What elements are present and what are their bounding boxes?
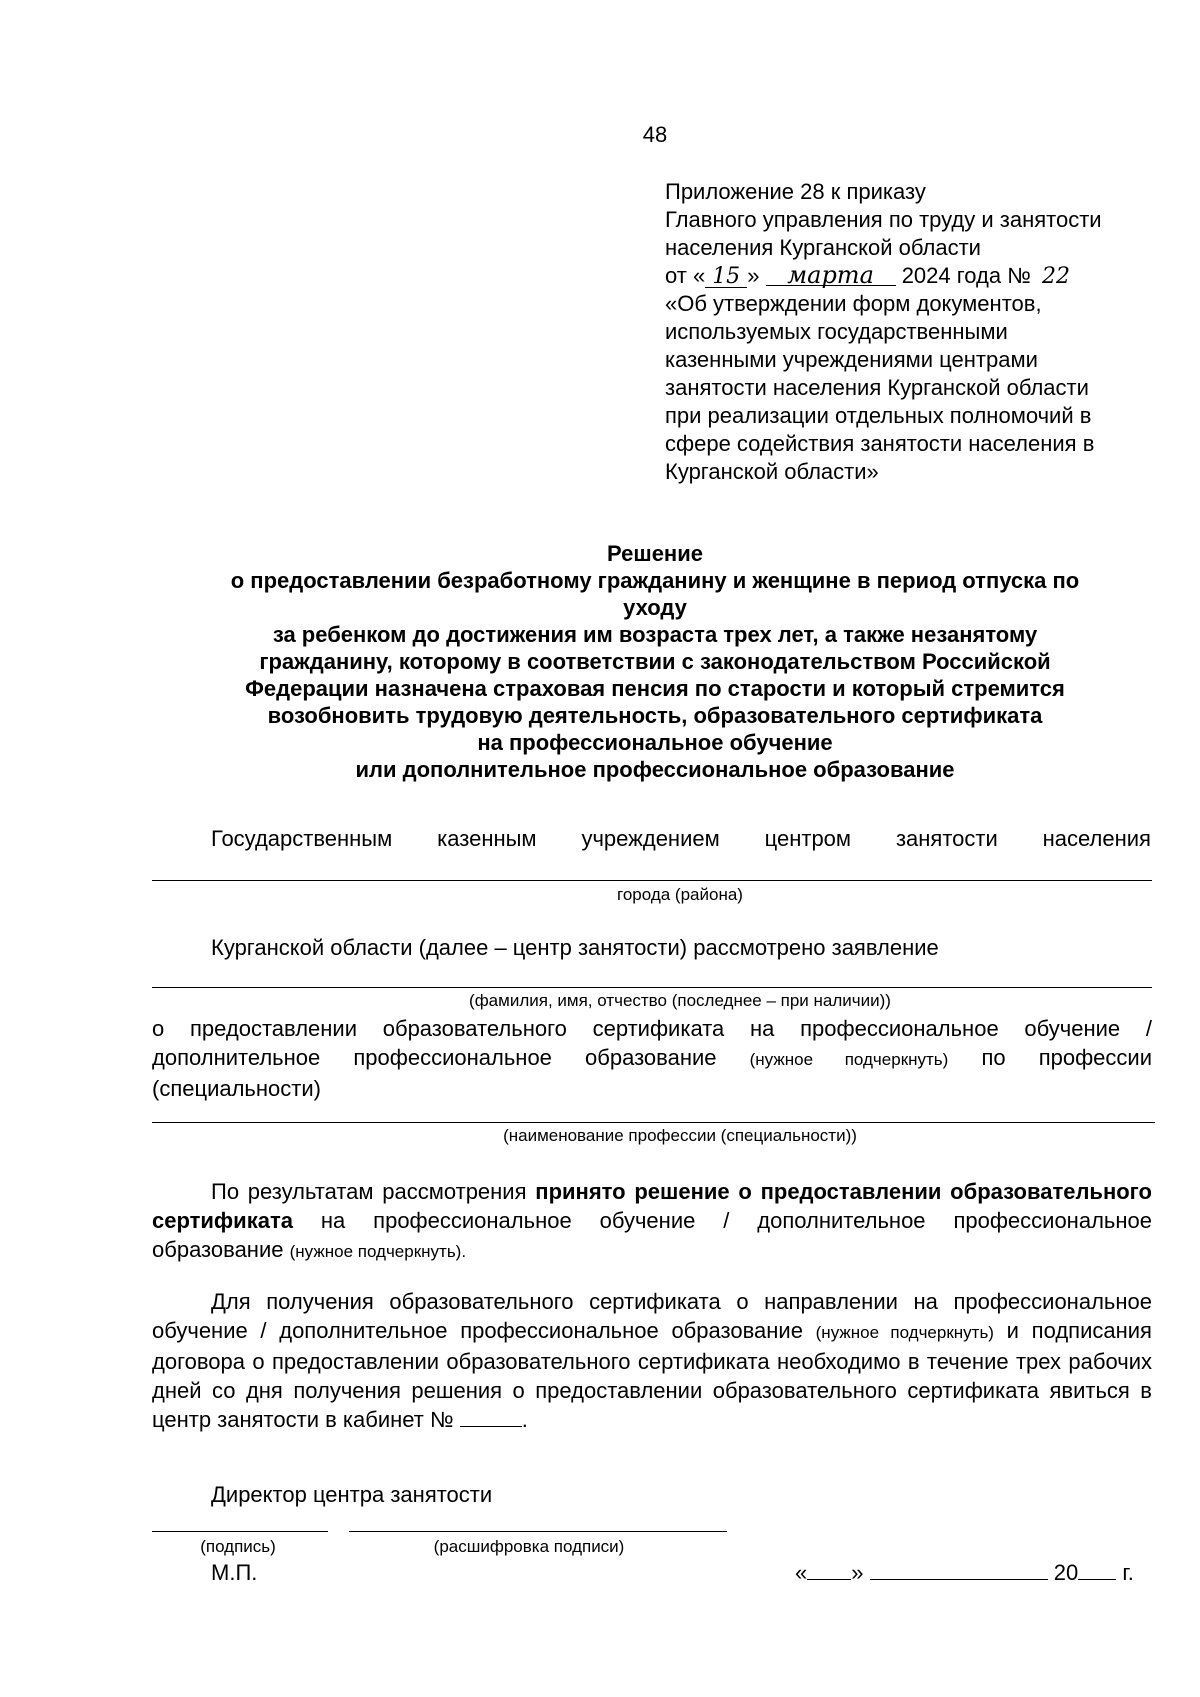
caption-signature: (подпись) — [200, 1537, 276, 1556]
region-line: Курганской области (далее – центр занятости) рассмотрено заявление — [211, 935, 939, 960]
title-line: возобновить трудовую деятельность, образовательного сертификата — [267, 703, 1043, 728]
center-word: населения — [1042, 826, 1151, 851]
center-word: учреждением — [581, 826, 720, 851]
director-title: Директор центра занятости — [211, 1482, 493, 1507]
handwritten-day: 15 — [705, 267, 747, 288]
title-heading: Решение — [607, 541, 703, 566]
date-year: 2024 года № — [901, 263, 1031, 288]
year-suffix: г. — [1122, 1560, 1134, 1585]
profession-blank-line — [152, 1122, 1155, 1123]
year-blank — [1078, 1561, 1116, 1580]
title-line: Федерации назначена страховая пенсия по старости и который стремится — [245, 676, 1065, 701]
appendix-line: казенными учреждениями центрами — [665, 347, 1038, 372]
appendix-line: «Об утверждении форм документов, — [665, 291, 1042, 316]
appendix-line: Главного управления по труду и занятости — [665, 207, 1102, 232]
caption-city: города (района) — [617, 885, 743, 904]
decision-text-end: на профессиональное обучение / дополнительное профессиональное образование — [152, 1208, 1152, 1262]
name-blank-line — [152, 987, 1152, 988]
sign-date-line — [795, 1560, 1134, 1586]
appendix-date-line — [665, 262, 1185, 290]
caption-decoding: (расшифровка подписи) — [433, 1537, 625, 1556]
date-mid: » — [747, 263, 760, 288]
request-text-end: по профессии (специальности) — [152, 1045, 1152, 1101]
center-word: центром — [764, 826, 852, 851]
caption-profession: (наименование профессии (специальности)) — [503, 1126, 857, 1145]
month-blank — [870, 1561, 1048, 1580]
day-blank — [807, 1561, 851, 1580]
title-line: или дополнительное профессиональное образование — [355, 757, 955, 782]
handwritten-month: марта — [766, 265, 896, 286]
decision-paragraph — [152, 1177, 1152, 1266]
title-line: о предоставлении безработному гражданину и женщине в период отпуска по — [230, 568, 1080, 593]
center-name-line — [211, 826, 1151, 852]
request-text: о предоставлении образовательного сертификата на профессиональное обучение / дополнительное профессиональное образование — [152, 1016, 1152, 1070]
cabinet-number-blank — [460, 1408, 522, 1427]
city-blank-line — [152, 880, 1152, 881]
center-word: занятости — [895, 826, 998, 851]
date-prefix: от « — [665, 263, 706, 288]
signature-blank-line — [152, 1531, 328, 1532]
title-line: уходу — [623, 595, 687, 620]
appendix-line: при реализации отдельных полномочий в — [665, 403, 1092, 428]
page-number: 48 — [642, 122, 668, 147]
document-title — [150, 540, 1160, 783]
instruction-paragraph — [152, 1287, 1152, 1434]
center-word: Государственным — [211, 826, 393, 851]
title-line: гражданину, которому в соответствии с законодательством Российской — [259, 649, 1051, 674]
date-open-quote: « — [795, 1560, 808, 1585]
appendix-line: Приложение 28 к приказу — [665, 179, 926, 204]
date-close-quote: » — [851, 1560, 864, 1585]
decision-note: (нужное подчеркнуть). — [289, 1242, 467, 1261]
stamp-mark: М.П. — [211, 1560, 258, 1585]
appendix-header — [665, 178, 1185, 486]
caption-name: (фамилия, имя, отчество (последнее – при наличии)) — [469, 991, 891, 1010]
title-line: на профессиональное обучение — [477, 730, 833, 755]
instruction-text: Для получения образовательного сертификата о направлении на профессиональное обучение / дополнительное профессиональное образование — [152, 1289, 1152, 1343]
request-paragraph — [152, 1014, 1152, 1103]
title-line: за ребенком до достижения им возраста трех лет, а также незанятому — [272, 622, 1038, 647]
decision-bold-text: принято решение о предоставлении образовательного сертификата — [152, 1179, 1152, 1233]
appendix-line: Курганской области» — [665, 459, 879, 484]
instruction-text-end: и подписания договора о предоставлении образовательного сертификата необходимо в течение трех рабочих дней со дня получения решения о предоставлении образовательного сертификата явиться в центр занятости в кабинет № — [152, 1318, 1152, 1432]
decision-text: По результатам рассмотрения — [211, 1179, 527, 1204]
request-note: (нужное подчеркнуть) — [749, 1050, 949, 1069]
appendix-line: сфере содействия занятости населения в — [665, 431, 1095, 456]
instruction-note: (нужное подчеркнуть) — [815, 1323, 994, 1342]
appendix-line: населения Курганской области — [665, 235, 981, 260]
appendix-line: используемых государственными — [665, 319, 1008, 344]
appendix-line: занятости населения Курганской области — [665, 375, 1089, 400]
decoding-blank-line — [349, 1531, 727, 1532]
year-prefix: 20 — [1053, 1560, 1079, 1585]
handwritten-order-number: 22 — [1041, 264, 1070, 289]
instruction-period: . — [521, 1407, 528, 1432]
center-word: казенным — [437, 826, 537, 851]
